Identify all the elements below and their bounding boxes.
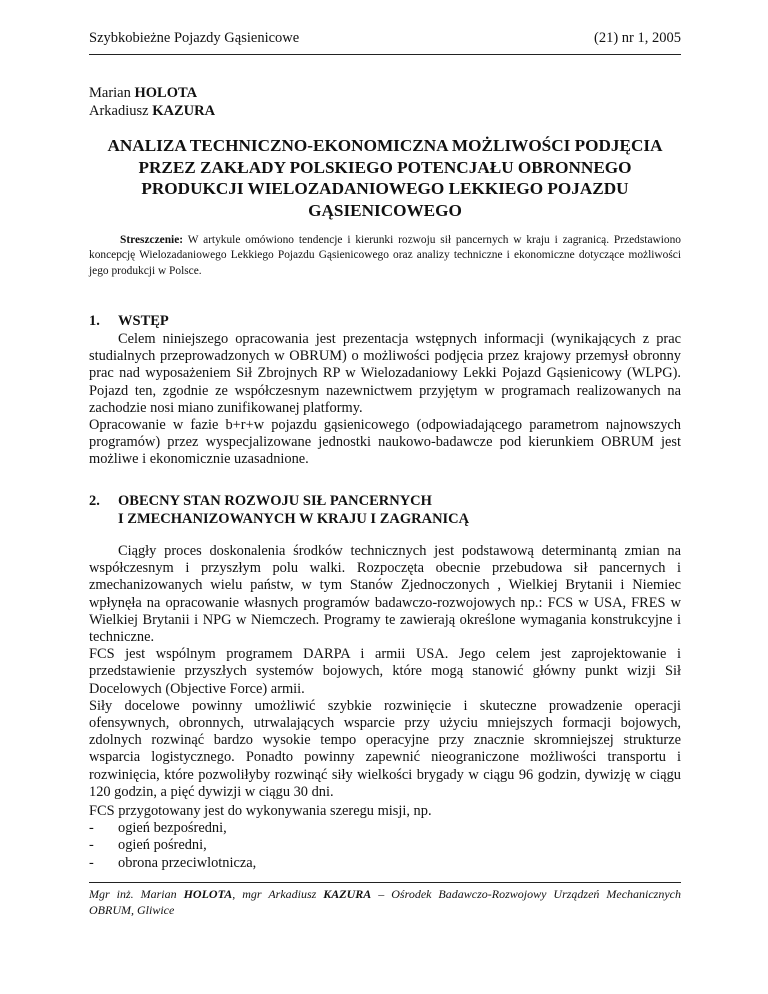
list-marker: - [89, 837, 94, 854]
paragraph: Ciągły proces doskonalenia środków technicznych jest podstawową determinantą zmian na współczesnym i przyszłym polu walki. Rozpoczęta obecnie przebudowa sił pancernych i zmechanizowanych wielu państw, w tym Stanów Zjednoczonych , Wielkiej Brytanii i Niemiec wpłynęła na opracowanie własnych programów badawczo-rozwojowych np.: FCS w USA, FRES w Wielkiej Brytanii i NPG w Niemczech. Programy te zawierają określone wymagania konstrukcyjne i techniczne. [89, 543, 681, 646]
list-item-text: ogień bezpośredni, [118, 820, 227, 837]
section-heading-current-state [89, 493, 469, 528]
footnote-rule [89, 882, 681, 883]
section-number: 1. [89, 313, 100, 329]
section-title: WSTĘP [118, 313, 169, 329]
list-marker: - [89, 854, 94, 871]
section-title [118, 493, 469, 528]
section-body-introduction [89, 331, 681, 469]
paragraph: Celem niniejszego opracowania jest prezentacja wstępnych informacji (wynikających z prac studialnych przeprowadzonych w OBRUM) o możliwości podjęcia przez krajowy przemysł obronny prac nad wyposażeniem Sił Zbrojnych RP w Wielozadaniowy Lekki Pojazd Gąsienicowy (WLPG). Pojazd ten, zgodnie ze współczesnym nazewnictwem przyjętym w programach realizowanych na zachodzie nosi miano zunifikowanej platformy. [89, 331, 681, 416]
section-title-line: OBECNY STAN ROZWOJU SIŁ PANCERNYCH [118, 493, 432, 509]
footnote-author-name: HOLOTA [183, 887, 233, 901]
header-rule [89, 54, 681, 55]
running-header [89, 30, 681, 47]
author-first-name: Marian [89, 85, 131, 101]
author-first-name: Arkadiusz [89, 102, 149, 119]
footnote-text: , mgr Arkadiusz [232, 887, 324, 901]
mission-list [89, 820, 681, 872]
author-last-name: KAZURA [152, 102, 216, 119]
list-item-text: ogień pośredni, [118, 837, 207, 854]
list-item-text: obrona przeciwlotnicza, [118, 854, 257, 871]
author-affiliation-footnote [89, 887, 681, 918]
author [89, 103, 215, 121]
paper-title: ANALIZA TECHNICZNO-EKONOMICZNA MOŻLIWOŚCI PODJĘCIA PRZEZ ZAKŁADY POLSKIEGO POTENCJAŁU OBRONNEGO PRODUKCJI WIELOZADANIOWEGO LEKKIEGO POJAZDU GĄSIENICOWEGO [107, 136, 663, 220]
paragraph: FCS jest wspólnym programem DARPA i armii USA. Jego celem jest zaprojektowanie i przedstawienie przyszłych systemów bojowych, które mogą stanowić główny punkt wizji Sił Docelowych (Objective Force) armii. [89, 646, 681, 697]
abstract-label: Streszczenie: [120, 234, 184, 246]
journal-name: Szybkobieżne Pojazdy Gąsienicowe [89, 30, 300, 46]
abstract-text: W artykule omówiono tendencje i kierunki rozwoju sił pancernych w kraju i zagranicą. Przedstawiono koncepcję Wielozadaniowego Lekkiego Pojazdu Gąsienicowego oraz analizy techniczne i ekonomiczne dotyczące możliwości jego produkcji w Polsce. [89, 234, 681, 277]
section-body-current-state [89, 543, 681, 801]
author [89, 85, 215, 103]
abstract [89, 233, 681, 279]
section-heading-introduction [89, 313, 169, 331]
list-marker: - [89, 820, 94, 837]
list-item [89, 820, 681, 837]
list-item [89, 855, 681, 872]
section-title-line: I ZMECHANIZOWANYCH W KRAJU I ZAGRANICĄ [118, 510, 470, 527]
paragraph: FCS przygotowany jest do wykonywania szeregu misji, np. [89, 803, 432, 819]
paragraph: Siły docelowe powinny umożliwić szybkie rozwinięcie i skuteczne prowadzenie operacji ofensywnych, obronnych, utrwalających wsparcie przy użyciu mniejszych formacji bojowych, zdolnych rozwinąć bardzo wysokie tempo operacyjne przy znacznie skromniejszej strukturze wsparcia logistycznego. Ponadto powinny zapewnić nieograniczone możliwości transportu i rozwinięcia, które pozwoliłyby rozwinąć siły wielkości brygady w ciągu 96 godzin, dywizję w ciągu 120 godzin, a pięć dywizji w ciągu 30 dni. [89, 697, 681, 800]
paragraph: Opracowanie w fazie b+r+w pojazdu gąsienicowego (odpowiadającego parametrom najnowszych programów) przez wyspecjalizowane jednostki naukowo-badawcze pod kierunkiem OBRUM jest możliwe i ekonomicznie uzasadnione. [89, 417, 681, 468]
list-item [89, 837, 681, 854]
issue-number: (21) nr 1, 2005 [594, 30, 681, 46]
author-last-name: HOLOTA [134, 85, 198, 101]
footnote-text: Mgr inż. Marian [89, 887, 184, 901]
footnote-affiliation: – Ośrodek Badawczo-Rozwojowy Urządzeń Mechanicznych OBRUM, Gliwice [89, 887, 682, 917]
section-number: 2. [89, 493, 100, 509]
section-body-missions [89, 803, 681, 872]
footnote-author-name: KAZURA [323, 887, 372, 901]
author-list [89, 85, 215, 120]
